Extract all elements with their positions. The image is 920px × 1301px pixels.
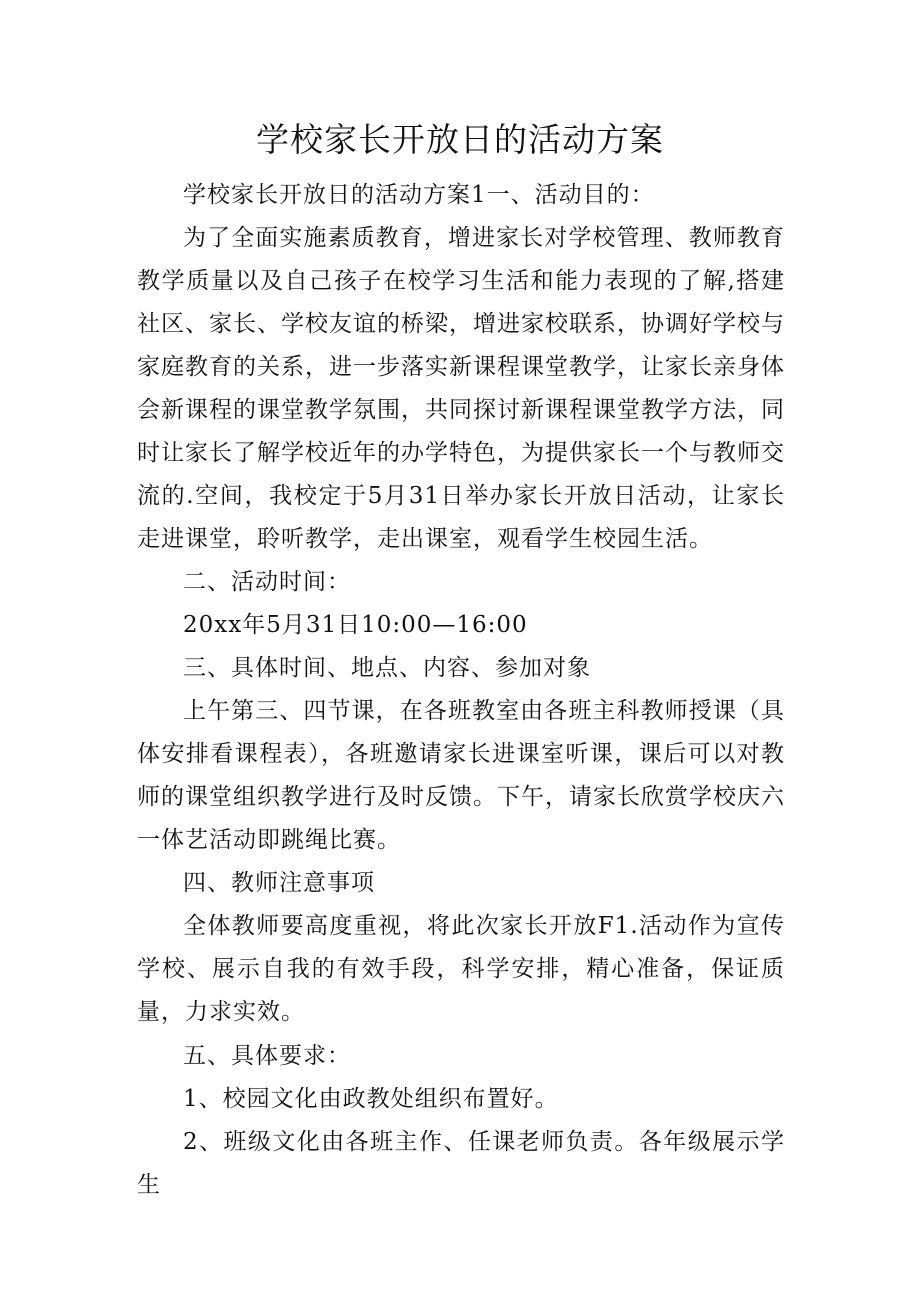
paragraph-purpose: 为了全面实施素质教育，增进家长对学校管理、教师教育教学质量以及自己孩子在校学习生活和能力表现的了解,搭建社区、家长、学校友谊的桥梁，增进家校联系，协调好学校与家庭教育的关系，进一步落实新课程课堂教学，让家长亲身体会新课程的课堂教学氛围，共同探讨新课程课堂教学方法，同时让家长了解学校近年的办学特色，为提供家长一个与教师交流的.空间，我校定于5月31日举办家长开放日活动，让家长走进课堂，聆听教学，走出课室，观看学生校园生活。: [137, 225, 785, 552]
list-item-requirement-2: 2、班级文化由各班主作、任课老师负责。各年级展示学生: [137, 1129, 785, 1198]
heading-activity-time: 二、活动时间：: [183, 569, 351, 595]
paragraph-details: 上午第三、四节课，在各班教室由各班主科教师授课（具体安排看课程表），各班邀请家长进课室听课，课后可以对教师的课堂组织教学进行及时反馈。下午，请家长欣赏学校庆六一体艺活动即跳绳比赛。: [137, 698, 785, 853]
heading-teacher-notes: 四、教师注意事项: [183, 870, 375, 896]
heading-details: 三、具体时间、地点、内容、参加对象: [183, 655, 591, 681]
paragraph-intro: 学校家长开放日的活动方案1一、活动目的：: [183, 182, 655, 208]
paragraph-teacher-notes: 全体教师要高度重视，将此次家长开放F1.活动作为宣传学校、展示自我的有效手段，科学安排，精心准备，保证质量，力求实效。: [137, 913, 785, 1025]
list-item-requirement-1: 1、校园文化由政教处组织布置好。: [183, 1086, 559, 1112]
paragraph-activity-time: 20xx年5月31日10:00—16:00: [183, 612, 528, 638]
document-title: 学校家长开放日的活动方案: [256, 120, 664, 159]
document-body: [137, 174, 785, 1207]
heading-requirements: 五、具体要求：: [183, 1043, 351, 1069]
